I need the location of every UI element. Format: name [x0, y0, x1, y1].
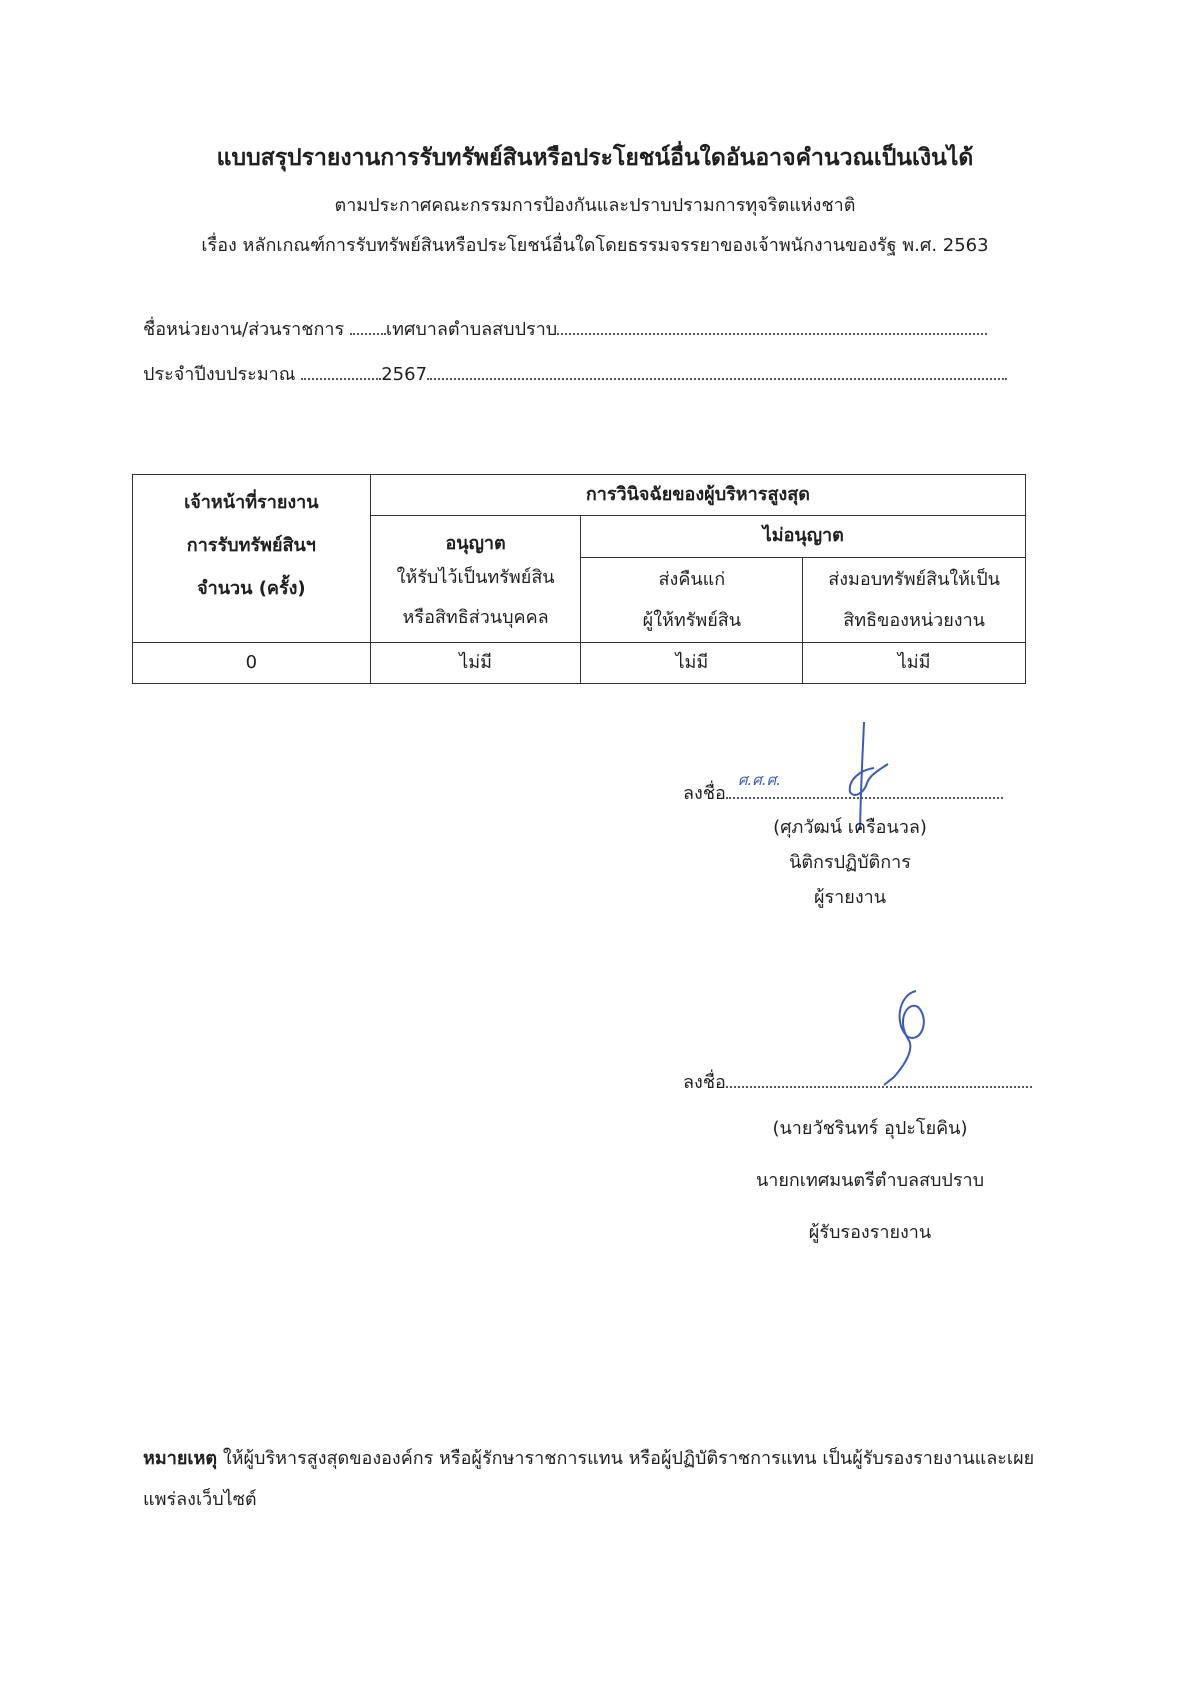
document-subtitle: ตามประกาศคณะกรรมการป้องกันและปราบปรามการทุจริตแห่งชาติ	[334, 195, 856, 216]
reporter-handwritten-note: ศ.ศ.ศ.	[738, 771, 781, 789]
report-summary-table	[132, 474, 1026, 684]
deny-header: ไม่อนุญาต	[581, 516, 1026, 558]
allow-header: อนุญาต ให้รับไว้เป็นทรัพย์สิน หรือสิทธิส่วนบุคคล	[370, 516, 581, 643]
count-cell: 0	[133, 643, 371, 684]
allow-cell: ไม่มี	[370, 643, 581, 684]
agency-field	[143, 313, 987, 343]
reporter-sign-label: ลงชื่อ	[683, 783, 726, 804]
fiscal-year-value: 2567	[381, 364, 428, 385]
reporter-name: (ศุภวัฒน์ เครือนวล)	[773, 817, 927, 838]
reporter-role: ผู้รายงาน	[813, 887, 887, 908]
table-row	[133, 643, 1026, 684]
return-to-giver-header: ส่งคืนแก่ ผู้ให้ทรัพย์สิน	[581, 558, 803, 643]
footnote-label: หมายเหตุ	[143, 1448, 218, 1469]
fiscal-year-field	[143, 358, 1007, 388]
footnote-text: ให้ผู้บริหารสูงสุดขององค์กร หรือผู้รักษาราชการแทน หรือผู้ปฏิบัติราชการแทน เป็นผู้รับรองรายงานและเผยแพร่ลงเว็บไซต์	[143, 1448, 1035, 1510]
handover-cell: ไม่มี	[803, 643, 1026, 684]
agency-label: ชื่อหน่วยงาน/ส่วนราชการ	[143, 319, 345, 340]
certifier-position: นายกเทศมนตรีตำบลสบปราบ	[755, 1170, 985, 1191]
footnote	[143, 1438, 1063, 1520]
reporter-count-header: เจ้าหน้าที่รายงาน การรับทรัพย์สินฯ จำนวน (ครั้ง)	[133, 475, 371, 643]
return-cell: ไม่มี	[581, 643, 803, 684]
reporter-position: นิติกรปฏิบัติการ	[789, 852, 911, 873]
certifier-role: ผู้รับรองรายงาน	[808, 1222, 932, 1243]
decision-header: การวินิจฉัยของผู้บริหารสูงสุด	[370, 475, 1025, 516]
fiscal-year-label: ประจำปีงบประมาณ	[143, 364, 296, 385]
document-subject: เรื่อง หลักเกณฑ์การรับทรัพย์สินหรือประโยชน์อื่นใดโดยธรรมจรรยาของเจ้าพนักงานของรัฐ พ.ศ. 2563	[201, 235, 989, 256]
certifier-sign-line	[683, 1066, 1032, 1096]
handover-to-agency-header: ส่งมอบทรัพย์สินให้เป็น สิทธิของหน่วยงาน	[803, 558, 1026, 643]
certifier-name: (นายวัชรินทร์ อุปะโยคิน)	[772, 1118, 968, 1139]
document-title: แบบสรุปรายงานการรับทรัพย์สินหรือประโยชน์อื่นใดอันอาจคำนวณเป็นเงินได้	[216, 145, 974, 171]
certifier-sign-label: ลงชื่อ	[683, 1072, 726, 1093]
agency-value: เทศบาลตำบลสบปราบ	[385, 319, 558, 340]
